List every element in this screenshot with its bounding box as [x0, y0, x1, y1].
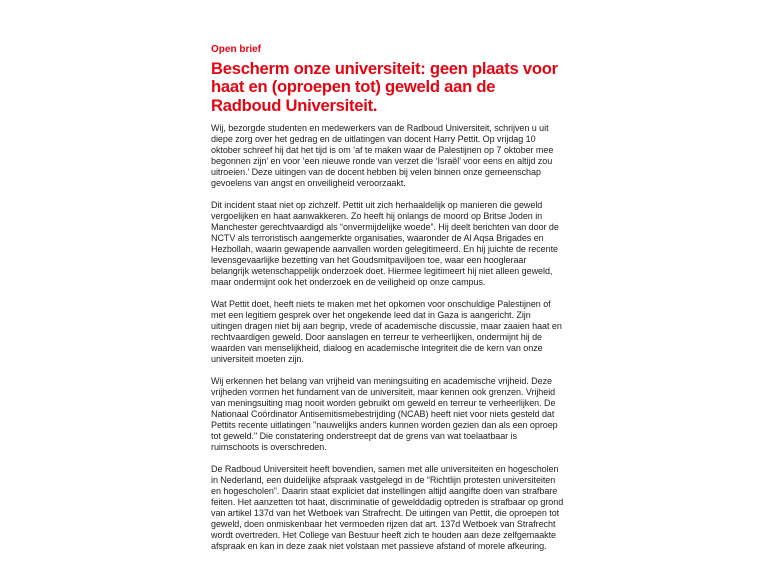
letter-paragraph-guidelines: De Radboud Universiteit heeft bovendien, samen met alle universiteiten en hogescholen in Nederland, een duidelijke afspraak vastgelegd in de “Richtlijn protesten universiteiten en hogescholen”. Daarin staat expliciet dat instellingen altijd aangifte doen van strafbare feiten. Het aanzetten tot haat, discriminatie of gewelddadig optreden is strafbaar op grond van artikel 137d van het Wetboek van Strafrecht. De uitingen van Pettit, die oproepen tot geweld, doen onmiskenbaar het vermoeden rijzen dat art. 137d Wetboek van Strafrecht wordt overtreden. Het College van Bestuur heeft zich te houden aan deze zelfgemaakte afspraak en kan in deze zaak niet volstaan met passieve afstand of morele afkeuring.	[211, 464, 564, 552]
letter-title: Bescherm onze universiteit: geen plaats voor haat en (oproepen tot) geweld aan de Radboud Universiteit.	[211, 59, 558, 115]
kicker-label: Open brief	[211, 44, 262, 55]
letter-paragraph-free-speech: Wij erkennen het belang van vrijheid van meningsuiting en academische vrijheid. Deze vrijheden vormen het fundament van de universiteit, maar kennen ook grenzen. Vrijheid van meningsuiting mag nooit worden gebruikt om geweld en terreur te verheerlijken. De Nationaal Coördinator Antisemitismebestrijding (NCAB) heeft niet voor niets gesteld dat Pettits recente uitlatingen "nauwelijks anders kunnen worden gezien dan als een oproep tot geweld." Die constatering onderstreept dat de grens van wat toelaatbaar is ruimschoots is overschreden.	[211, 376, 558, 453]
letter-paragraph-incident: Dit incident staat niet op zichzelf. Pettit uit zich herhaaldelijk op manieren die geweld vergoelijken en haat aanwakkeren. Zo heeft hij onlangs de moord op Britse Joden in Manchester gerechtvaardigd als “onvermijdelijke woede”. Hij deelt berichten van door de NCTV als terroristisch aangemerkte organisaties, waaronder de Al Aqsa Brigades en Hezbollah, waarin gewapende aanvallen worden gelegitimeerd. En hij juichte de recente levensgevaarlijke bezetting van het Goudsmitpaviljoen toe, waar een hoogleraar belangrijk wetenschappelijk onderzoek doet. Hiermee legitimeert hij niet alleen geweld, maar ondermijnt ook het onderzoek en de veiligheid op onze campus.	[211, 200, 559, 288]
letter-paragraph-intro: Wij, bezorgde studenten en medewerkers van de Radboud Universiteit, schrijven u uit diepe zorg over het gedrag en de uitlatingen van docent Harry Pettit. Op vrijdag 10 oktober schreef hij dat het tijd is om ‘af te maken waar de Palestijnen op 7 oktober mee begonnen zijn’ en voor ‘een nieuwe ronde van verzet die ‘Israël’ voor eens en altijd zou uitroeien.’ Deze uitingen van de docent hebben bij velen binnen onze gemeenschap gevoelens van angst en onveiligheid veroorzaakt.	[211, 123, 554, 189]
open-letter	[211, 44, 564, 563]
letter-paragraph-values: Wat Pettit doet, heeft niets te maken met het opkomen voor onschuldige Palestijnen of met een legitiem gesprek over het ongekende leed dat in Gaza is aangericht. Zijn uitingen dragen niet bij aan begrip, vrede of academische discussie, maar zaaien haat en rechtvaardigen geweld. Door aanslagen en terreur te verheerlijken, ondermijnt hij de waarden van menselijkheid, dialoog en academische integriteit die de kern van onze universiteit moeten zijn.	[211, 299, 562, 365]
